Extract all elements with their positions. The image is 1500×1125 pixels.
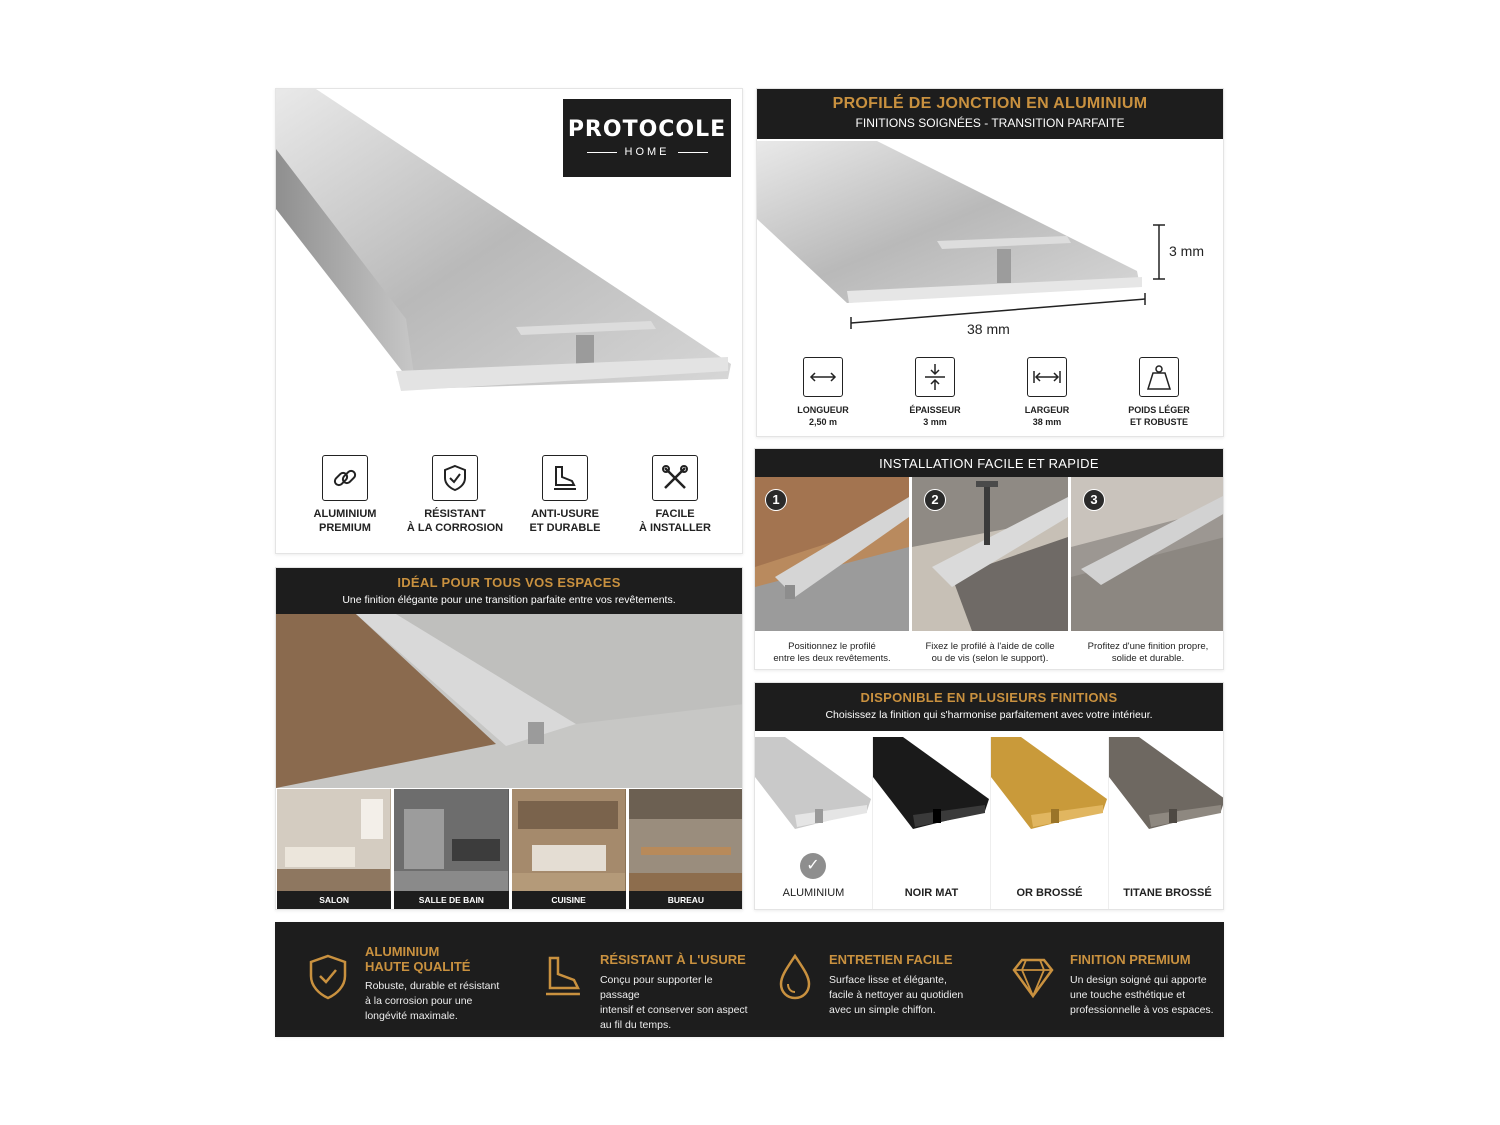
step-number-badge xyxy=(924,489,946,511)
bottom-feature xyxy=(1010,944,1224,1033)
spec-line2: ET ROBUSTE xyxy=(1129,417,1188,427)
room-label: SALLE DE BAIN xyxy=(394,891,508,909)
feature-line2: À INSTALLER xyxy=(639,522,711,534)
spec-row xyxy=(775,357,1207,428)
step-number-badge xyxy=(765,489,787,511)
hero-panel xyxy=(275,88,743,554)
finishes-title: DISPONIBLE EN PLUSIEURS FINITIONS xyxy=(860,690,1118,705)
bottom-feature-bar xyxy=(275,922,1224,1037)
bottom-feature-desc: au fil du temps. xyxy=(599,1019,672,1031)
profile-subtitle: FINITIONS SOIGNÉES - TRANSITION PARFAITE xyxy=(855,116,1125,130)
brand-sub: HOME xyxy=(624,146,670,158)
spec-line1: LARGEUR xyxy=(1024,405,1070,415)
bottom-feature-desc: une touche esthétique et xyxy=(1070,989,1186,1001)
step-number: 3 xyxy=(1090,492,1098,507)
installation-steps xyxy=(755,477,1224,670)
spec-item xyxy=(775,357,871,428)
installation-header xyxy=(755,449,1223,477)
feature-line2: À LA CORROSION xyxy=(406,522,504,534)
bottom-feature-desc: Surface lisse et élégante, xyxy=(829,974,947,986)
finish-swatch xyxy=(991,737,1108,829)
bottom-feature-desc: longévité maximale. xyxy=(365,1010,458,1022)
profile-spec-panel xyxy=(756,88,1224,437)
spec-item xyxy=(1111,357,1207,428)
bottom-feature-title: ENTRETIEN FACILE xyxy=(829,952,953,967)
room-card xyxy=(512,789,626,909)
step-number: 2 xyxy=(931,492,939,507)
room-card xyxy=(277,789,391,909)
step-line2: ou de vis (selon le support). xyxy=(931,653,1049,664)
step-number-badge xyxy=(1083,489,1105,511)
height-dimension-label: 3 mm xyxy=(1169,243,1204,259)
brand-logo xyxy=(563,99,731,177)
finish-label: OR BROSSÉ xyxy=(1016,887,1083,899)
bottom-feature-desc: Un design soigné qui apporte xyxy=(1070,974,1207,986)
finish-label: TITANE BROSSÉ xyxy=(1123,887,1212,899)
bottom-feature-desc: avec un simple chiffon. xyxy=(829,1004,936,1016)
step-line2: entre les deux revêtements. xyxy=(773,653,891,664)
spec-line2: 2,50 m xyxy=(808,417,838,427)
room-row xyxy=(277,789,743,909)
bottom-feature xyxy=(305,944,520,1033)
finishes-subtitle: Choisissez la finition qui s'harmonise parfaitement avec votre intérieur. xyxy=(825,709,1153,721)
spaces-panel xyxy=(275,567,743,910)
finish-label: NOIR MAT xyxy=(904,887,959,899)
room-photo xyxy=(629,789,743,891)
profile-header xyxy=(757,89,1223,139)
feature-line1: ALUMINIUM xyxy=(313,508,377,520)
step-line2: solide et durable. xyxy=(1111,653,1185,664)
feature-item xyxy=(400,455,510,535)
bottom-feature-desc: Robuste, durable et résistant xyxy=(365,980,500,992)
floor-transition-image xyxy=(276,614,743,788)
bottom-feature-title: FINITION PREMIUM xyxy=(1070,952,1191,967)
bottom-feature-desc: facile à nettoyer au quotidien xyxy=(829,989,964,1001)
room-label: BUREAU xyxy=(629,891,743,909)
step-line1: Profitez d'une finition propre, xyxy=(1087,641,1209,652)
finish-option[interactable] xyxy=(1109,737,1224,909)
diamond-icon xyxy=(1010,952,1056,1002)
room-photo xyxy=(277,789,390,891)
step-line1: Positionnez le profilé xyxy=(788,641,876,652)
finish-label: ALUMINIUM xyxy=(782,887,845,899)
room-label: SALON xyxy=(277,891,391,909)
spaces-header xyxy=(276,568,742,614)
droplet-icon xyxy=(775,952,815,1002)
selected-check-icon: ✓ xyxy=(800,853,826,879)
feature-line2: ET DURABLE xyxy=(529,522,601,534)
finish-swatch xyxy=(873,737,990,829)
finish-option[interactable] xyxy=(755,737,873,909)
finishes-header xyxy=(755,683,1223,731)
install-step xyxy=(912,477,1068,670)
room-card xyxy=(629,789,743,909)
install-step xyxy=(1071,477,1224,670)
width-dimension-label: 38 mm xyxy=(967,321,1010,337)
installation-panel xyxy=(754,448,1224,670)
weight-icon xyxy=(1146,363,1172,391)
spec-line1: ÉPAISSEUR xyxy=(909,405,961,415)
install-step xyxy=(755,477,909,670)
finish-swatch xyxy=(1109,737,1224,829)
feature-line1: FACILE xyxy=(655,508,695,520)
spaces-subtitle: Une finition élégante pour une transition parfaite entre vos revêtements. xyxy=(342,594,676,606)
thickness-arrows-icon xyxy=(922,362,948,392)
profile-dimension-image xyxy=(757,139,1224,339)
foot-wear-icon xyxy=(540,952,586,1002)
spec-line2: 3 mm xyxy=(923,417,947,427)
step-number: 1 xyxy=(772,492,780,507)
spec-item xyxy=(887,357,983,428)
feature-item xyxy=(620,455,730,535)
feature-line2: PREMIUM xyxy=(319,522,371,534)
spec-line1: LONGUEUR xyxy=(797,405,849,415)
finishes-panel xyxy=(754,682,1224,910)
feature-line1: ANTI-USURE xyxy=(531,508,599,520)
bottom-feature-title: RÉSISTANT À L'USURE xyxy=(599,952,746,967)
width-arrows-icon xyxy=(1032,367,1062,387)
bottom-feature-desc: Conçu pour supporter le passage xyxy=(599,974,713,1001)
room-card xyxy=(394,789,508,909)
length-arrows-icon xyxy=(808,367,838,387)
tools-icon xyxy=(660,463,690,493)
installation-title: INSTALLATION FACILE ET RAPIDE xyxy=(879,456,1099,471)
finish-option[interactable] xyxy=(991,737,1109,909)
bottom-feature-desc: professionnelle à vos espaces. xyxy=(1070,1004,1214,1016)
room-label: CUISINE xyxy=(512,891,626,909)
brand-name: PROTOCOLE xyxy=(567,117,727,142)
shield-check-icon xyxy=(440,463,470,493)
feature-item xyxy=(290,455,400,535)
step-line1: Fixez le profilé à l'aide de colle xyxy=(925,641,1055,652)
bottom-feature xyxy=(775,944,990,1033)
bottom-feature-title: HAUTE QUALITÉ xyxy=(365,959,471,974)
spec-line2: 38 mm xyxy=(1032,417,1062,427)
room-photo xyxy=(394,789,508,891)
finish-swatch xyxy=(755,737,872,829)
finish-row xyxy=(755,737,1224,909)
finish-option[interactable] xyxy=(873,737,991,909)
bottom-feature-title: ALUMINIUM xyxy=(365,944,440,959)
room-photo xyxy=(512,789,625,891)
bottom-feature-desc: intensif et conserver son aspect xyxy=(599,1004,748,1016)
feature-row xyxy=(290,455,730,535)
bottom-feature-desc: à la corrosion pour une xyxy=(365,995,473,1007)
foot-wear-icon xyxy=(550,463,580,493)
profile-title: PROFILÉ DE JONCTION EN ALUMINIUM xyxy=(832,95,1148,112)
spec-line1: POIDS LÉGER xyxy=(1128,405,1190,415)
shield-check-icon xyxy=(305,952,351,1002)
bottom-feature xyxy=(540,944,755,1033)
spaces-title: IDÉAL POUR TOUS VOS ESPACES xyxy=(397,575,621,590)
feature-item xyxy=(510,455,620,535)
feature-line1: RÉSISTANT xyxy=(424,508,486,520)
spec-item xyxy=(999,357,1095,428)
chain-link-icon xyxy=(330,463,360,493)
